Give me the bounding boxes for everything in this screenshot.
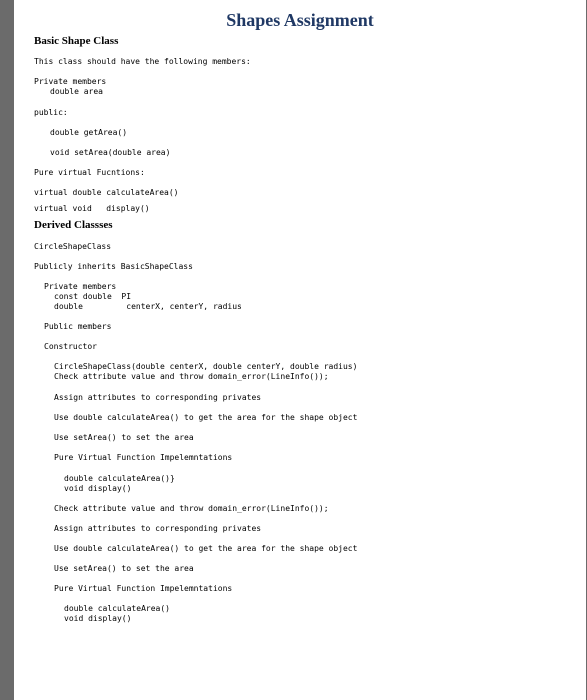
virtual-calc-line: virtual double calculateArea()	[34, 188, 179, 197]
circle-class-name: CircleShapeClass	[34, 242, 112, 251]
second-use-calc: Use double calculateArea() to get the area for the shape object	[54, 544, 358, 553]
basic-shape-heading: Basic Shape Class	[34, 35, 119, 47]
second-assign: Assign attributes to corresponding privates	[54, 524, 262, 533]
ctor-use-set: Use setArea() to set the area	[54, 433, 194, 442]
virtual-display-line: virtual void display()	[34, 204, 150, 213]
circle-private-label: Private members	[44, 282, 117, 291]
intro-text: This class should have the following members:	[34, 57, 251, 66]
ctor-impl-display: void display()	[64, 484, 132, 493]
ctor-check: Check attribute value and throw domain_error(LineInfo());	[54, 372, 329, 381]
private-members-label: Private members	[34, 77, 107, 86]
circle-public-label: Public members	[44, 322, 112, 331]
circle-private-pi: const double PI	[54, 292, 132, 301]
second-check: Check attribute value and throw domain_error(LineInfo());	[54, 504, 329, 513]
derived-classes-heading: Derived Classses	[34, 219, 113, 231]
set-area-line: void setArea(double area)	[50, 148, 171, 157]
ctor-signature: CircleShapeClass(double centerX, double centerY, double radius)	[54, 362, 358, 371]
constructor-label: Constructor	[44, 342, 97, 351]
document-page	[14, 0, 586, 700]
second-use-set: Use setArea() to set the area	[54, 564, 194, 573]
second-impl-calc: double calculateArea()	[64, 604, 170, 613]
get-area-line: double getArea()	[50, 128, 128, 137]
second-impl-display: void display()	[64, 614, 132, 623]
second-pure-label: Pure Virtual Function Impelemntations	[54, 584, 233, 593]
private-area-line: double area	[50, 87, 103, 96]
public-label: public:	[34, 108, 68, 117]
document-title: Shapes Assignment	[226, 10, 374, 30]
ctor-use-calc: Use double calculateArea() to get the area for the shape object	[54, 413, 358, 422]
circle-private-double: double centerX, centerY, radius	[54, 302, 242, 311]
ctor-assign: Assign attributes to corresponding privates	[54, 393, 262, 402]
inherits-line: Publicly inherits BasicShapeClass	[34, 262, 193, 271]
pure-virtual-label: Pure virtual Fucntions:	[34, 168, 145, 177]
ctor-pure-label: Pure Virtual Function Impelemntations	[54, 453, 233, 462]
ctor-impl-calc: double calculateArea()}	[64, 474, 175, 483]
